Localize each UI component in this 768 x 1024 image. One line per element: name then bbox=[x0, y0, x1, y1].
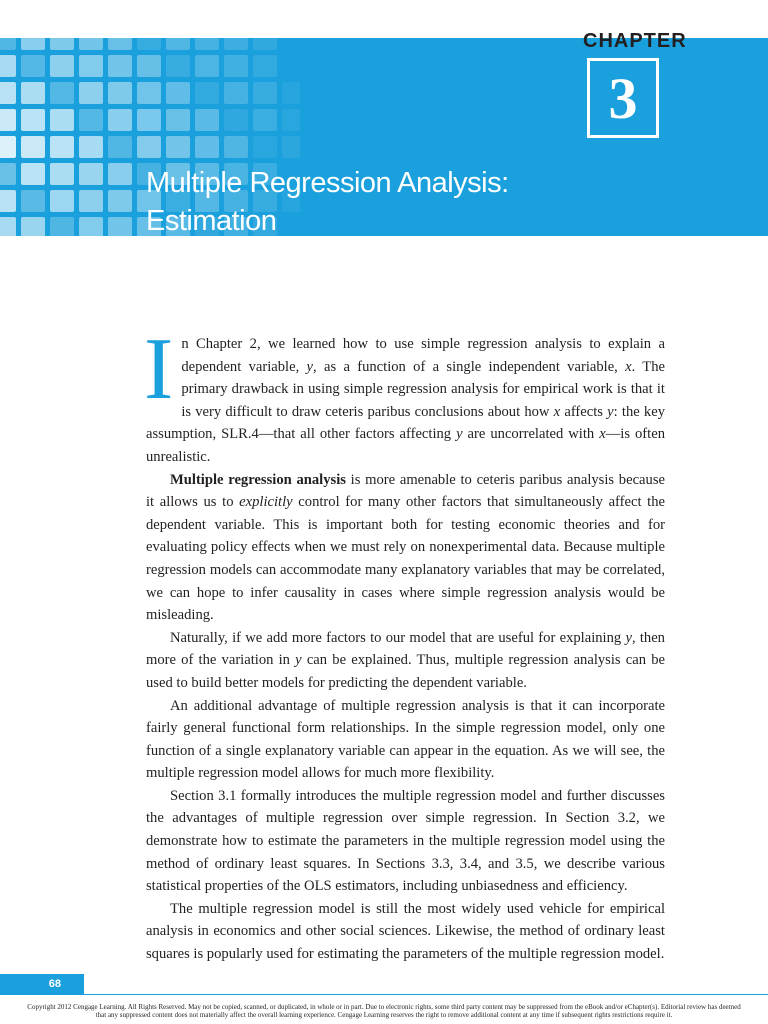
decorative-tile bbox=[166, 38, 190, 50]
decorative-tile bbox=[253, 109, 277, 131]
decorative-tile bbox=[0, 163, 16, 185]
text-run: n Chapter 2, we learned how to use simple regression analysis to explain a dependent variable, bbox=[181, 336, 665, 375]
decorative-tile bbox=[108, 163, 132, 185]
decorative-tile bbox=[166, 55, 190, 77]
decorative-tile bbox=[0, 217, 16, 236]
decorative-tile bbox=[21, 109, 45, 131]
decorative-tile bbox=[108, 217, 132, 236]
decorative-tile bbox=[253, 55, 277, 77]
decorative-tile bbox=[253, 38, 277, 50]
page-number: 68 bbox=[0, 974, 84, 994]
text-run: can be explained. Thus, multiple regression analysis can be used to build better models for predicting the dependent variable. bbox=[146, 652, 665, 691]
decorative-tile bbox=[282, 82, 300, 104]
decorative-tile bbox=[195, 109, 219, 131]
decorative-tile bbox=[79, 109, 103, 131]
text-run: control for many other factors that simultaneously affect the dependent variable. This is important both for testing economic theories and for evaluating policy effects when we must rely on nonexperimental data. Because multiple regression models can accommodate many explanatory variables that may be correlated, we can hope to infer causality in cases where simple regression analysis would be misleading. bbox=[146, 494, 665, 624]
decorative-tile bbox=[108, 136, 132, 158]
decorative-tile bbox=[195, 82, 219, 104]
decorative-tile bbox=[224, 109, 248, 131]
decorative-tile bbox=[50, 163, 74, 185]
text-run: Naturally, if we add more factors to our model that are useful for explaining bbox=[170, 629, 626, 646]
decorative-tile bbox=[137, 55, 161, 77]
decorative-tile bbox=[166, 109, 190, 131]
decorative-tile bbox=[21, 38, 45, 50]
copyright-notice: Copyright 2012 Cengage Learning. All Rights Reserved. May not be copied, scanned, or duplicated, in whole or in part. Due to electronic rights, some third party content may be suppressed from the eBook and/or eChapter(s). Editorial review has deemed that any suppressed content does not materially affect the overall learning experience. Cengage Learning reserves the right to remove additional content at any time if subsequent rights restrictions require it. bbox=[27, 1003, 741, 1019]
chapter-title-line-2: Estimation bbox=[146, 205, 277, 236]
text-run: , then more of the variation in bbox=[146, 629, 665, 669]
decorative-tile bbox=[253, 82, 277, 104]
italic-term: y bbox=[625, 629, 632, 646]
decorative-tile bbox=[137, 109, 161, 131]
decorative-tile bbox=[0, 55, 16, 77]
paragraph-3 bbox=[146, 627, 665, 695]
text-run: Section 3.1 formally introduces the multiple regression model and further discusses the advantages of multiple regression over simple regression. In Section 3.2, we demonstrate how to estimate the parameters in the multiple regression model using the method of ordinary least squares. In Sections 3.3, 3.4, and 3.5, we describe various statistical properties of the OLS estimators, including unbiasedness and efficiency. bbox=[146, 787, 665, 895]
decorative-tile bbox=[108, 82, 132, 104]
paragraph-6 bbox=[146, 898, 665, 966]
decorative-tile bbox=[0, 190, 16, 212]
italic-term: y bbox=[295, 652, 302, 669]
chapter-number: 3 bbox=[587, 58, 659, 138]
decorative-tile bbox=[50, 190, 74, 212]
decorative-tile bbox=[21, 217, 45, 236]
italic-term: x bbox=[625, 358, 632, 375]
chapter-title-line-1: Multiple Regression Analysis: bbox=[146, 167, 509, 199]
decorative-tile bbox=[166, 82, 190, 104]
decorative-tile bbox=[0, 109, 16, 131]
decorative-tile bbox=[195, 55, 219, 77]
paragraph-2 bbox=[146, 469, 665, 627]
decorative-tile bbox=[79, 82, 103, 104]
decorative-tile bbox=[224, 55, 248, 77]
text-run: is more amenable to ceteris paribus analysis because it allows us to bbox=[146, 471, 665, 511]
decorative-tile bbox=[0, 38, 16, 50]
decorative-tile bbox=[50, 82, 74, 104]
paragraph-1 bbox=[144, 321, 666, 469]
decorative-tile bbox=[79, 217, 103, 236]
decorative-tile bbox=[21, 163, 45, 185]
chapter-body bbox=[144, 321, 666, 966]
decorative-tile bbox=[21, 55, 45, 77]
italic-term: x bbox=[553, 403, 561, 420]
decorative-tile bbox=[50, 38, 74, 50]
text-run: —is often unrealistic. bbox=[146, 426, 665, 465]
footer-rule bbox=[0, 994, 768, 995]
paragraph-1-text bbox=[144, 321, 666, 465]
decorative-tile bbox=[282, 136, 300, 158]
decorative-tile bbox=[79, 190, 103, 212]
decorative-tile bbox=[195, 38, 219, 50]
decorative-tile bbox=[108, 109, 132, 131]
decorative-tile bbox=[282, 109, 300, 131]
decorative-tile bbox=[224, 82, 248, 104]
decorative-tile bbox=[253, 136, 277, 158]
decorative-tile bbox=[108, 38, 132, 50]
bold-term: Multiple regression analysis bbox=[170, 471, 346, 488]
text-run: are uncorrelated with bbox=[462, 426, 600, 443]
text-run: An additional advantage of multiple regression analysis is that it can incorporate fairly general functional form relationships. In the simple regression model, only one function of a single explanatory variable can appear in the equation. As we will see, the multiple regression model allows for much more flexibility. bbox=[146, 697, 665, 782]
decorative-tile bbox=[50, 55, 74, 77]
decorative-tile bbox=[50, 109, 74, 131]
italic-term: y bbox=[306, 358, 314, 375]
italic-term: y bbox=[456, 426, 463, 443]
decorative-tile bbox=[137, 136, 161, 158]
decorative-tile bbox=[21, 82, 45, 104]
drop-cap: I bbox=[144, 321, 174, 418]
paragraph-4 bbox=[146, 695, 665, 785]
decorative-tile bbox=[137, 82, 161, 104]
text-run: , as a function of a single independent variable, bbox=[313, 358, 626, 375]
decorative-tile bbox=[166, 136, 190, 158]
chapter-title bbox=[146, 164, 586, 236]
decorative-tile bbox=[195, 136, 219, 158]
decorative-tile bbox=[224, 38, 248, 50]
decorative-tile bbox=[224, 136, 248, 158]
decorative-tile bbox=[50, 217, 74, 236]
decorative-tile bbox=[50, 136, 74, 158]
decorative-tile bbox=[0, 82, 16, 104]
decorative-tile bbox=[137, 38, 161, 50]
decorative-tile bbox=[79, 38, 103, 50]
text-run: affects bbox=[560, 403, 608, 420]
text-run: : the key assumption, SLR.4—that all other factors affecting bbox=[146, 403, 665, 443]
paragraph-5 bbox=[146, 785, 665, 898]
text-run: . The primary drawback in using simple regression analysis for empirical work is that it is very difficult to draw ceteris paribus conclusions about how bbox=[181, 358, 666, 420]
decorative-tile bbox=[108, 55, 132, 77]
decorative-tile bbox=[21, 190, 45, 212]
italic-term: explicitly bbox=[239, 494, 293, 511]
text-run: The multiple regression model is still the most widely used vehicle for empirical analysis in economics and other social sciences. Likewise, the method of ordinary least squares is popularly used for estimating the parameters of the multiple regression model. bbox=[146, 900, 665, 963]
italic-term: y bbox=[607, 403, 614, 420]
chapter-label: CHAPTER bbox=[583, 30, 687, 52]
italic-term: x bbox=[599, 426, 606, 443]
decorative-tile bbox=[79, 136, 103, 158]
decorative-tile bbox=[79, 163, 103, 185]
decorative-tile bbox=[108, 190, 132, 212]
decorative-tile bbox=[0, 136, 16, 158]
decorative-tile bbox=[21, 136, 45, 158]
decorative-tile bbox=[79, 55, 103, 77]
